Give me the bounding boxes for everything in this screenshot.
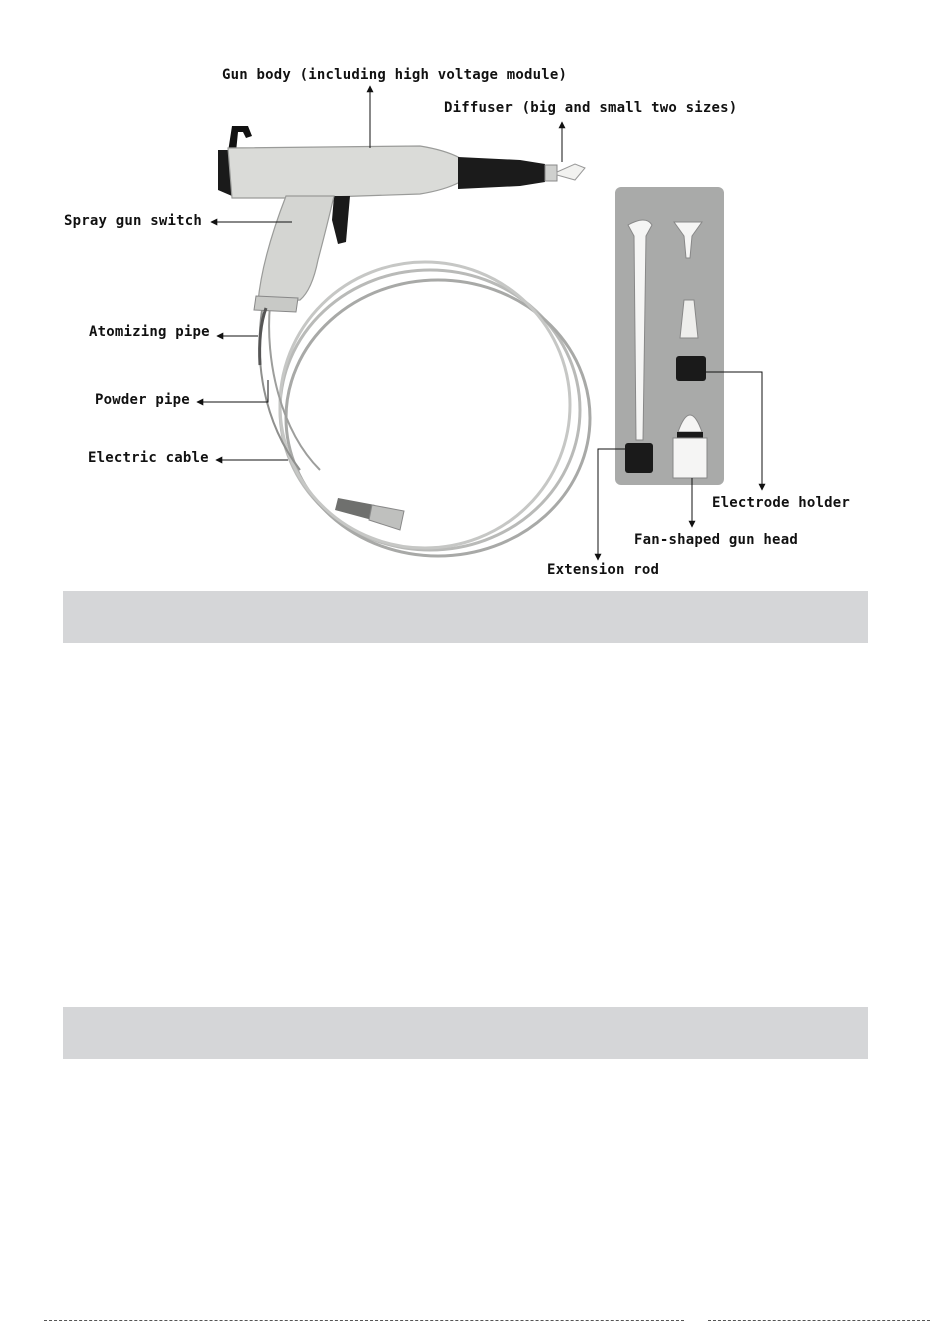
cable-loop (260, 262, 590, 556)
accessories-panel (615, 187, 724, 485)
label-extension-rod: Extension rod (547, 562, 660, 578)
label-spray-gun-switch: Spray gun switch (64, 213, 203, 229)
label-electrode-holder: Electrode holder (712, 495, 851, 511)
label-diffuser: Diffuser (big and small two sizes) (444, 100, 738, 116)
footer-rule-left (44, 1320, 684, 1321)
section-band-top (63, 591, 868, 643)
gun-body (218, 126, 585, 365)
label-fan-shaped-gun-head: Fan-shaped gun head (634, 532, 798, 548)
label-powder-pipe: Powder pipe (95, 392, 190, 408)
section-band-bottom (63, 1007, 868, 1059)
label-gun-body: Gun body (including high voltage module) (222, 67, 568, 83)
footer-rule-right (708, 1320, 930, 1321)
label-electric-cable: Electric cable (88, 450, 209, 466)
label-atomizing-pipe: Atomizing pipe (89, 324, 210, 340)
